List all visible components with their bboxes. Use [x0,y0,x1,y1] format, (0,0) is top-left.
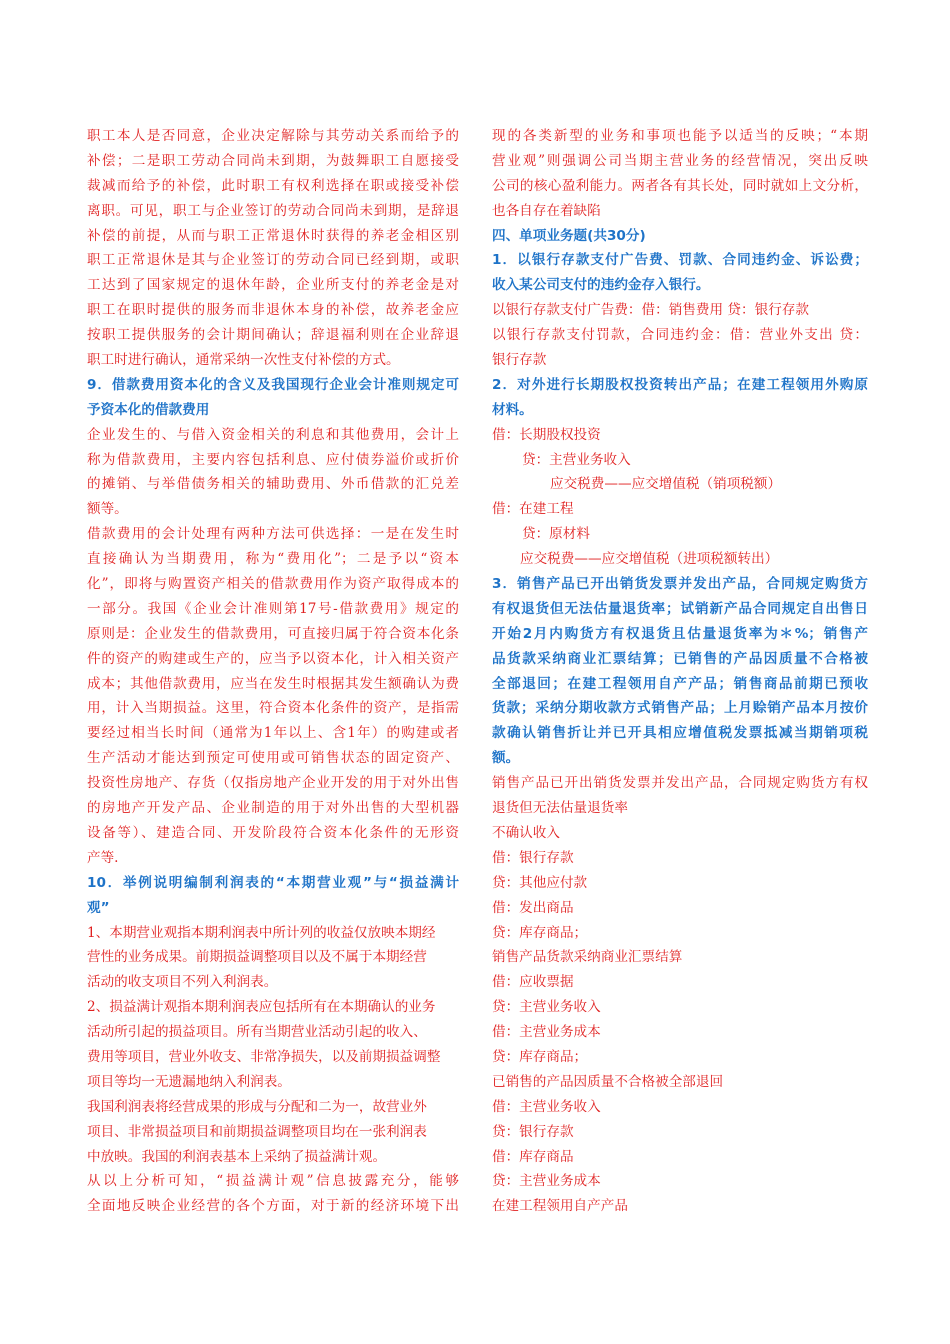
text-line: 我国利润表将经营成果的形成与分配和二为一，故营业外 [87,1098,427,1115]
heading-line: 四、单项业务题(共30分) [492,227,646,244]
heading-line: 款确认销售折让并已开具相应增值税发票抵减当期销项税 [492,725,868,742]
text-line: 以银行存款支付广告费：借：销售费用 贷：银行存款 [492,302,809,319]
text-line: 贷：主营业务收入 [522,451,631,468]
heading-line: 有权退货但无法估量退货率；试销新产品合同规定自出售日 [492,600,868,617]
heading-line: 收入某公司支付的违约金存入银行。 [492,277,710,294]
heading-line: 观” [87,899,110,916]
text-line: 营性的业务成果。前期损益调整项目以及不属于本期经营 [87,949,427,966]
text-line: 营业观”则强调公司当期主营业务的经营情况，突出反映 [492,152,868,169]
text-line: 生产活动才能达到预定可使用或可销售状态的固定资产、 [87,750,459,767]
text-line: 称为借款费用，主要内容包括利息、应付债券溢价或折价 [87,451,459,468]
text-line: 设备等）、建造合同、开发阶段符合资本化条件的无形资 [87,824,459,841]
text-line: 化”，即将与购置资产相关的借款费用作为资产取得成本的 [87,576,459,593]
heading-line: 2．对外进行长期股权投资转出产品；在建工程领用外购原 [492,376,868,393]
text-line: 补偿的前提，从而与职工正常退休时获得的养老金相区别 [87,227,459,244]
text-line: 已销售的产品因质量不合格被全部退回 [492,1073,724,1090]
text-line: 退货但无法估量退货率 [492,800,628,817]
text-line: 额等。 [87,501,128,518]
text-line: 离职。可见，职工与企业签订的劳动合同尚未到期，是辞退 [87,202,459,219]
text-line: 应交税费——应交增值税（进项税额转出） [520,551,779,568]
text-line: 2、损益满计观指本期利润表应包括所有在本期确认的业务 [87,999,436,1016]
text-line: 借：应收票据 [492,974,574,991]
text-line: 也各自存在着缺陷 [492,202,601,219]
text-line: 借：在建工程 [492,501,574,518]
text-line: 按职工提供服务的会计期间确认；辞退福利则在企业辞退 [87,327,459,344]
text-line: 直接确认为当期费用，称为“费用化”；二是予以“资本 [87,551,459,568]
text-line: 销售产品已开出销货发票并发出产品，合同规定购货方有权 [492,775,868,792]
text-line: 借款费用的会计处理有两种方法可供选择：一是在发生时 [87,526,459,543]
text-line: 项目等均一无遗漏地纳入利润表。 [87,1073,291,1090]
left-column [87,124,459,1219]
text-line: 裁减而给予的补偿，此时职工有权利选择在职或接受补偿 [87,177,459,194]
text-line: 贷：银行存款 [492,1123,574,1140]
right-column [492,124,868,1219]
text-line: 的房地产开发产品、企业制造的用于对外出售的大型机器 [87,800,459,817]
text-line: 借：主营业务收入 [492,1098,601,1115]
text-line: 用，计入当期损益。这里，符合资本化条件的资产，是指需 [87,700,459,717]
text-line: 项目、非常损益项目和前期损益调整项目均在一张利润表 [87,1123,427,1140]
text-line: 借：银行存款 [492,849,574,866]
text-line: 从以上分析可知，“损益满计观”信息披露充分，能够 [87,1173,459,1190]
text-line: 活动的收支项目不列入利润表。 [87,974,278,991]
text-line: 产等. [87,849,119,866]
text-line: 贷：库存商品； [492,924,588,941]
text-line: 借：发出商品 [492,899,574,916]
text-line: 贷：主营业务成本 [492,1173,601,1190]
text-line: 借：长期股权投资 [492,426,601,443]
text-line: 借：主营业务成本 [492,1024,601,1041]
text-line: 原则是：企业发生的借款费用，可直接归属于符合资本化条 [87,625,459,642]
heading-line: 10．举例说明编制利润表的“本期营业观”与“损益满计 [87,874,459,891]
heading-line: 品货款采纳商业汇票结算；已销售的产品因质量不合格被 [492,650,868,667]
text-line: 银行存款 [492,352,547,369]
text-line: 一部分。我国《企业会计准则第17号-借款费用》规定的 [87,600,459,617]
text-line: 成本；其他借款费用，应当在发生时根据其发生额确认为费 [87,675,459,692]
text-line: 补偿；二是职工劳动合同尚未到期，为鼓舞职工自愿接受 [87,152,459,169]
text-line: 在建工程领用自产产品 [492,1198,628,1215]
text-line: 职工正常退休是其与企业签订的劳动合同已经到期，或职 [87,252,459,269]
text-line: 贷：库存商品； [492,1048,588,1065]
text-line: 贷：原材料 [522,526,590,543]
text-line: 要经过相当长时间（通常为1年以上、含1年）的购建或者 [87,725,459,742]
text-line: 贷：其他应付款 [492,874,588,891]
text-line: 职工时进行确认，通常采纳一次性支付补偿的方式。 [87,352,400,369]
text-line: 投资性房地产、存货（仅指房地产企业开发的用于对外出售 [87,775,459,792]
heading-line: 全部退回；在建工程领用自产产品；销售商品前期已预收 [492,675,868,692]
text-line: 中放映。我国的利润表基本上采纳了损益满计观。 [87,1148,387,1165]
text-line: 销售产品货款采纳商业汇票结算 [492,949,683,966]
text-line: 企业发生的、与借入资金相关的利息和其他费用，会计上 [87,426,459,443]
text-line: 贷：主营业务收入 [492,999,601,1016]
text-line: 费用等项目，营业外收支、非常净损失，以及前期损益调整 [87,1048,441,1065]
text-line: 活动所引起的损益项目。所有当期营业活动引起的收入、 [87,1024,427,1041]
text-line: 全面地反映企业经营的各个方面，对于新的经济环境下出 [87,1198,459,1215]
text-line: 职工本人是否同意，企业决定解除与其劳动关系而给予的 [87,128,459,144]
heading-line: 予资本化的借款费用 [87,401,210,418]
heading-line: 材料。 [492,401,533,418]
text-line: 工达到了国家规定的退休年龄，企业所支付的养老金是对 [87,277,459,294]
text-line: 件的资产的购建或生产的，应当予以资本化，计入相关资产 [87,650,459,667]
text-line: 的摊销、与举借债务相关的辅助费用、外币借款的汇兑差 [87,476,459,493]
text-line: 1、本期营业观指本期利润表中所计列的收益仅放映本期经 [87,924,436,941]
heading-line: 9．借款费用资本化的含义及我国现行企业会计准则规定可 [87,376,459,393]
text-line: 借：库存商品 [492,1148,574,1165]
heading-line: 3．销售产品已开出销货发票并发出产品，合同规定购货方 [492,576,868,593]
heading-line: 1．以银行存款支付广告费、罚款、合同违约金、诉讼费； [492,252,868,269]
heading-line: 开始2月内购货方有权退货且估量退货率为＊%；销售产 [492,625,868,642]
text-line: 以银行存款支付罚款，合同违约金：借：营业外支出 贷： [492,327,868,344]
text-line: 现的各类新型的业务和事项也能予以适当的反映；“本期 [492,128,868,144]
heading-line: 货款；采纳分期收款方式销售产品；上月赊销产品本月按价 [492,700,868,717]
text-line: 公司的核心盈利能力。两者各有其长处，同时就如上文分析， [492,177,868,194]
heading-line: 额。 [492,750,520,767]
text-line: 应交税费——应交增值税（销项税额） [550,476,782,493]
text-line: 职工在职时提供的服务而非退休本身的补偿，故养老金应 [87,302,459,319]
text-line: 不确认收入 [492,824,560,841]
